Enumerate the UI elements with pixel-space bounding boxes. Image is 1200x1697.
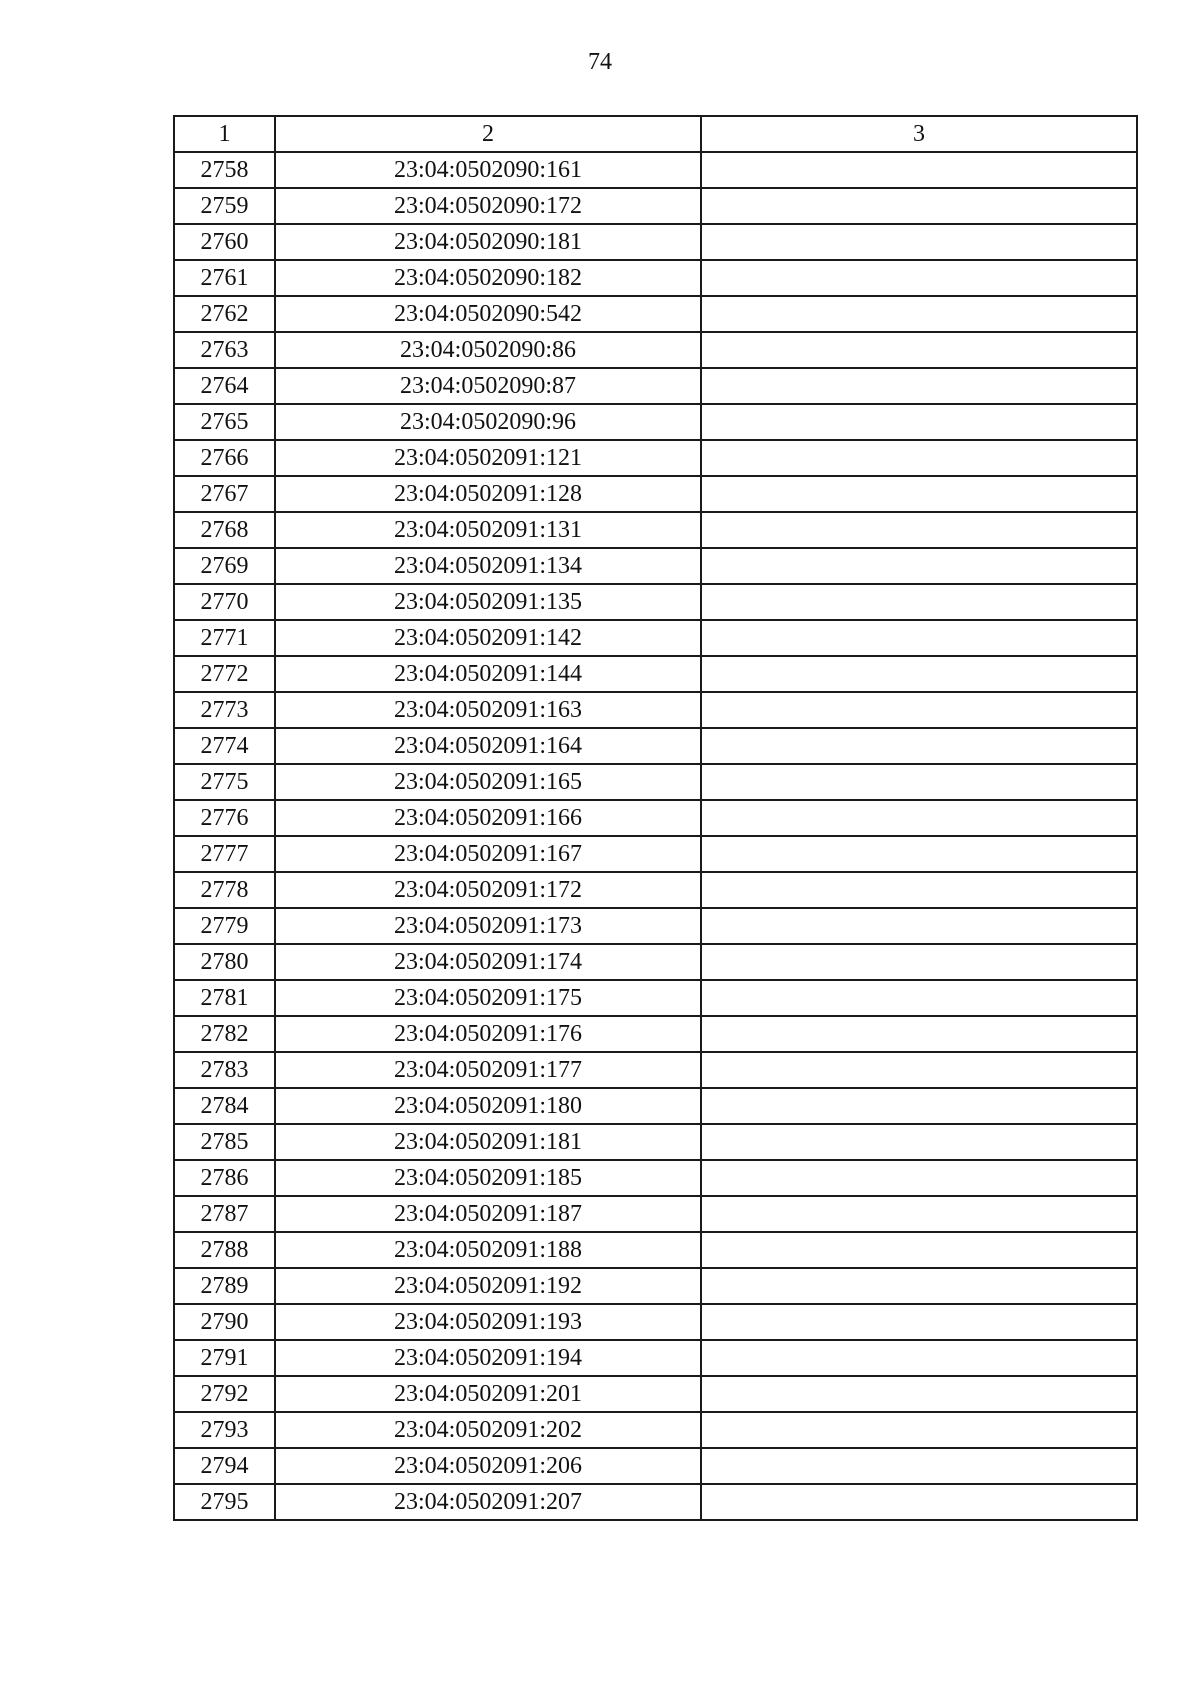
table-row xyxy=(174,440,1137,476)
cadastral-number-cell: 23:04:0502091:201 xyxy=(275,1376,701,1412)
row-number-cell: 2779 xyxy=(174,908,275,944)
note-cell xyxy=(701,836,1137,872)
note-cell xyxy=(701,1304,1137,1340)
table-row xyxy=(174,188,1137,224)
cadastral-number-cell: 23:04:0502091:163 xyxy=(275,692,701,728)
note-cell xyxy=(701,584,1137,620)
note-cell xyxy=(701,188,1137,224)
cadastral-number-cell: 23:04:0502091:185 xyxy=(275,1160,701,1196)
note-cell xyxy=(701,656,1137,692)
cadastral-number-cell: 23:04:0502091:202 xyxy=(275,1412,701,1448)
row-number-cell: 2771 xyxy=(174,620,275,656)
header-row xyxy=(174,116,1137,152)
note-cell xyxy=(701,1376,1137,1412)
cadastral-number-cell: 23:04:0502091:144 xyxy=(275,656,701,692)
table-row xyxy=(174,584,1137,620)
table-row xyxy=(174,1160,1137,1196)
table-row xyxy=(174,1196,1137,1232)
table-row xyxy=(174,728,1137,764)
row-number-cell: 2765 xyxy=(174,404,275,440)
table-row xyxy=(174,692,1137,728)
row-number-cell: 2787 xyxy=(174,1196,275,1232)
note-cell xyxy=(701,296,1137,332)
cadastral-number-cell: 23:04:0502090:182 xyxy=(275,260,701,296)
table-row xyxy=(174,980,1137,1016)
table-row xyxy=(174,908,1137,944)
table-row xyxy=(174,332,1137,368)
cadastral-number-cell: 23:04:0502091:193 xyxy=(275,1304,701,1340)
note-cell xyxy=(701,1196,1137,1232)
row-number-cell: 2785 xyxy=(174,1124,275,1160)
note-cell xyxy=(701,476,1137,512)
note-cell xyxy=(701,1052,1137,1088)
note-cell xyxy=(701,1088,1137,1124)
row-number-cell: 2790 xyxy=(174,1304,275,1340)
note-cell xyxy=(701,332,1137,368)
note-cell xyxy=(701,404,1137,440)
table-row xyxy=(174,1052,1137,1088)
row-number-cell: 2794 xyxy=(174,1448,275,1484)
table-row xyxy=(174,260,1137,296)
cadastral-number-cell: 23:04:0502090:161 xyxy=(275,152,701,188)
cadastral-number-cell: 23:04:0502091:135 xyxy=(275,584,701,620)
cadastral-number-cell: 23:04:0502091:187 xyxy=(275,1196,701,1232)
note-cell xyxy=(701,728,1137,764)
row-number-cell: 2773 xyxy=(174,692,275,728)
cadastral-number-cell: 23:04:0502091:142 xyxy=(275,620,701,656)
registry-table xyxy=(173,115,1138,1521)
row-number-cell: 2788 xyxy=(174,1232,275,1268)
header-col-3: 3 xyxy=(701,116,1137,152)
row-number-cell: 2766 xyxy=(174,440,275,476)
note-cell xyxy=(701,764,1137,800)
table-row xyxy=(174,944,1137,980)
page-number: 74 xyxy=(588,49,612,75)
table-row xyxy=(174,1412,1137,1448)
row-number-cell: 2762 xyxy=(174,296,275,332)
note-cell xyxy=(701,1232,1137,1268)
table-row xyxy=(174,1484,1137,1520)
row-number-cell: 2768 xyxy=(174,512,275,548)
table-row xyxy=(174,872,1137,908)
row-number-cell: 2775 xyxy=(174,764,275,800)
cadastral-number-cell: 23:04:0502091:128 xyxy=(275,476,701,512)
note-cell xyxy=(701,1484,1137,1520)
note-cell xyxy=(701,1448,1137,1484)
note-cell xyxy=(701,1160,1137,1196)
cadastral-number-cell: 23:04:0502091:173 xyxy=(275,908,701,944)
table-row xyxy=(174,296,1137,332)
cadastral-number-cell: 23:04:0502090:172 xyxy=(275,188,701,224)
table-row xyxy=(174,1232,1137,1268)
note-cell xyxy=(701,548,1137,584)
row-number-cell: 2761 xyxy=(174,260,275,296)
note-cell xyxy=(701,872,1137,908)
row-number-cell: 2770 xyxy=(174,584,275,620)
cadastral-number-cell: 23:04:0502091:188 xyxy=(275,1232,701,1268)
cadastral-number-cell: 23:04:0502090:87 xyxy=(275,368,701,404)
note-cell xyxy=(701,1340,1137,1376)
table-row xyxy=(174,764,1137,800)
note-cell xyxy=(701,1016,1137,1052)
cadastral-number-cell: 23:04:0502091:134 xyxy=(275,548,701,584)
note-cell xyxy=(701,368,1137,404)
table-row xyxy=(174,404,1137,440)
note-cell xyxy=(701,440,1137,476)
cadastral-number-cell: 23:04:0502091:166 xyxy=(275,800,701,836)
note-cell xyxy=(701,800,1137,836)
row-number-cell: 2795 xyxy=(174,1484,275,1520)
table-row xyxy=(174,1088,1137,1124)
cadastral-number-cell: 23:04:0502091:165 xyxy=(275,764,701,800)
note-cell xyxy=(701,152,1137,188)
cadastral-number-cell: 23:04:0502090:542 xyxy=(275,296,701,332)
row-number-cell: 2783 xyxy=(174,1052,275,1088)
note-cell xyxy=(701,944,1137,980)
cadastral-number-cell: 23:04:0502090:181 xyxy=(275,224,701,260)
note-cell xyxy=(701,908,1137,944)
row-number-cell: 2759 xyxy=(174,188,275,224)
table-row xyxy=(174,224,1137,260)
row-number-cell: 2777 xyxy=(174,836,275,872)
row-number-cell: 2778 xyxy=(174,872,275,908)
row-number-cell: 2780 xyxy=(174,944,275,980)
cadastral-number-cell: 23:04:0502091:131 xyxy=(275,512,701,548)
row-number-cell: 2784 xyxy=(174,1088,275,1124)
row-number-cell: 2782 xyxy=(174,1016,275,1052)
table-row xyxy=(174,620,1137,656)
cadastral-number-cell: 23:04:0502091:167 xyxy=(275,836,701,872)
header-col-1: 1 xyxy=(174,116,275,152)
row-number-cell: 2772 xyxy=(174,656,275,692)
row-number-cell: 2764 xyxy=(174,368,275,404)
row-number-cell: 2760 xyxy=(174,224,275,260)
table-row xyxy=(174,1304,1137,1340)
row-number-cell: 2758 xyxy=(174,152,275,188)
note-cell xyxy=(701,224,1137,260)
table-row xyxy=(174,1340,1137,1376)
row-number-cell: 2791 xyxy=(174,1340,275,1376)
table-row xyxy=(174,1376,1137,1412)
table-row xyxy=(174,368,1137,404)
table-row xyxy=(174,476,1137,512)
cadastral-number-cell: 23:04:0502091:177 xyxy=(275,1052,701,1088)
note-cell xyxy=(701,1124,1137,1160)
cadastral-number-cell: 23:04:0502090:86 xyxy=(275,332,701,368)
row-number-cell: 2792 xyxy=(174,1376,275,1412)
table-row xyxy=(174,152,1137,188)
table-row xyxy=(174,548,1137,584)
row-number-cell: 2769 xyxy=(174,548,275,584)
cadastral-number-cell: 23:04:0502091:207 xyxy=(275,1484,701,1520)
table-row xyxy=(174,1016,1137,1052)
cadastral-number-cell: 23:04:0502090:96 xyxy=(275,404,701,440)
note-cell xyxy=(701,980,1137,1016)
table-row xyxy=(174,1268,1137,1304)
cadastral-number-cell: 23:04:0502091:175 xyxy=(275,980,701,1016)
note-cell xyxy=(701,692,1137,728)
table-header xyxy=(174,116,1137,152)
cadastral-number-cell: 23:04:0502091:121 xyxy=(275,440,701,476)
row-number-cell: 2789 xyxy=(174,1268,275,1304)
cadastral-number-cell: 23:04:0502091:194 xyxy=(275,1340,701,1376)
table-body xyxy=(174,152,1137,1520)
cadastral-number-cell: 23:04:0502091:172 xyxy=(275,872,701,908)
row-number-cell: 2776 xyxy=(174,800,275,836)
cadastral-number-cell: 23:04:0502091:180 xyxy=(275,1088,701,1124)
note-cell xyxy=(701,620,1137,656)
cadastral-number-cell: 23:04:0502091:164 xyxy=(275,728,701,764)
cadastral-number-cell: 23:04:0502091:181 xyxy=(275,1124,701,1160)
row-number-cell: 2767 xyxy=(174,476,275,512)
note-cell xyxy=(701,1268,1137,1304)
table-row xyxy=(174,512,1137,548)
table-row xyxy=(174,800,1137,836)
cadastral-number-cell: 23:04:0502091:176 xyxy=(275,1016,701,1052)
note-cell xyxy=(701,1412,1137,1448)
row-number-cell: 2793 xyxy=(174,1412,275,1448)
row-number-cell: 2786 xyxy=(174,1160,275,1196)
cadastral-number-cell: 23:04:0502091:206 xyxy=(275,1448,701,1484)
note-cell xyxy=(701,512,1137,548)
row-number-cell: 2774 xyxy=(174,728,275,764)
cadastral-number-cell: 23:04:0502091:192 xyxy=(275,1268,701,1304)
cadastral-number-cell: 23:04:0502091:174 xyxy=(275,944,701,980)
header-col-2: 2 xyxy=(275,116,701,152)
table-row xyxy=(174,836,1137,872)
table-row xyxy=(174,1124,1137,1160)
table-row xyxy=(174,1448,1137,1484)
note-cell xyxy=(701,260,1137,296)
row-number-cell: 2763 xyxy=(174,332,275,368)
table-row xyxy=(174,656,1137,692)
row-number-cell: 2781 xyxy=(174,980,275,1016)
